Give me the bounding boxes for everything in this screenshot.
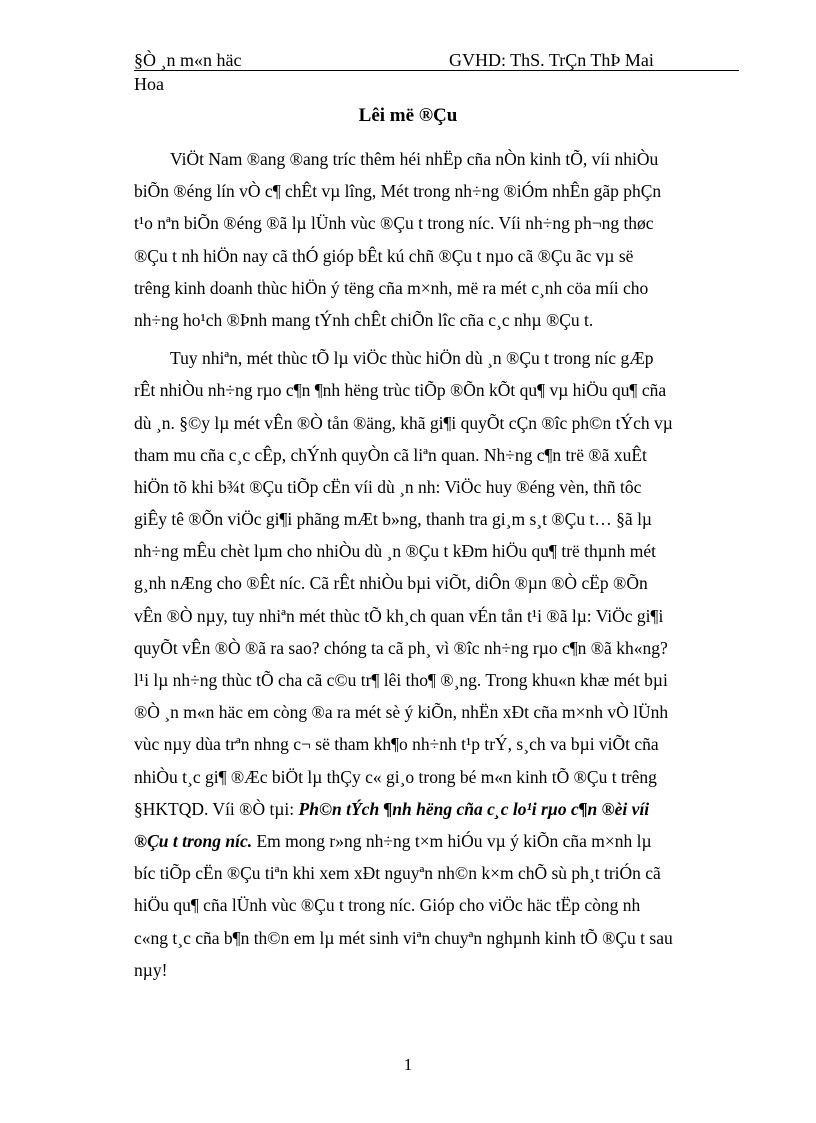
header-course-label: §Ò ¸n m«n häc: [134, 50, 242, 70]
paragraph-line: nµy!: [134, 959, 168, 980]
page-number: 1: [403, 1055, 413, 1074]
paragraph-line: nh÷ng mÊu chèt lµm cho nhiÒu dù ¸n ®Çu t kÐm hiÖu qu¶ trë thµnh mét: [134, 541, 656, 562]
paragraph-line: g¸nh nÆng cho ®Êt níc. Cã rÊt nhiÒu bµi viÕt, diÔn ®µn ®Ò cËp ®Õn: [134, 573, 648, 594]
paragraph-line-with-topic: [134, 825, 739, 857]
paragraph-line: rÊt nhiÒu nh÷ng rµo c¶n ¶nh hëng trùc tiÕp ®Õn kÕt qu¶ vµ hiÖu qu¶ cña: [134, 380, 667, 401]
paragraph-line: vùc nµy dùa trªn nhng c¬ së tham kh¶o nh÷nh t¹p trÝ, s¸ch va bµi viÕt cña: [134, 734, 659, 755]
topic-title: Ph©n tÝch ¶nh hëng cña c¸c lo¹i rµo c¶n ®èi víi: [298, 798, 650, 819]
paragraph-line: l¹i lµ nh÷ng thùc tÕ cha cã c©u tr¶ lêi tho¶ ®¸ng. Trong khu«n khæ mét bµi: [134, 670, 668, 690]
paragraph-line: Tuy nhiªn, mét thùc tÕ lµ viÖc thùc hiÖn dù ¸n ®Çu t trong níc gÆp: [170, 348, 654, 369]
paragraph-line: giÊy tê ®Õn viÖc gi¶i phãng mÆt b»ng, thanh tra gi¸m s¸t ®Çu t… §ã lµ: [134, 509, 653, 530]
paragraph-line: ViÖt Nam ®ang ®ang tríc thêm héi nhËp cña nÒn kinh tÕ, víi nhiÒu: [170, 149, 659, 169]
paragraph-line: vÊn ®Ò nµy, tuy nhiªn mét thùc tÕ kh¸ch quan vÉn tån t¹i ®ã lµ: ViÖc gi¶i: [134, 605, 664, 626]
paragraph-line-with-topic: [134, 793, 739, 825]
topic-intro-text: §HKTQD. Víi ®Ò tµi:: [134, 798, 299, 819]
paragraph-line: quyÕt vÊn ®Ò ®ã ra sao? chóng ta cã ph¸ vì ®îc nh÷ng rµo c¶n ®ã kh«ng?: [134, 637, 668, 658]
paragraph-line: tham mu cña c¸c cÊp, chÝnh quyÒn cã liªn quan. Nh÷ng c¶n trë ®ã xuÊt: [134, 444, 647, 465]
topic-title-continuation: ®Çu t trong níc.: [134, 830, 253, 851]
paragraph-line: nhiÒu t¸c gi¶ ®Æc biÖt lµ thÇy c« gi¸o trong bé m«n kinh tÕ ®Çu t trêng: [134, 766, 657, 787]
paragraph-line: dù ¸n. §©y lµ mét vÊn ®Ò tån ®äng, khã gi¶i quyÕt cÇn ®îc ph©n tÝch vµ: [134, 412, 673, 433]
paragraph-line: hiÖu qu¶ cña lÜnh vùc ®Çu t trong níc. Gióp cho viÖc häc tËp còng nh: [134, 895, 641, 916]
paragraph-line: ®Ò ¸n m«n häc em còng ®a ra mét sè ý kiÕn, nhËn xÐt cña m×nh vÒ lÜnh: [134, 702, 669, 723]
paragraph-line: ®Çu t nh hiÖn nay cã thÓ gióp bÊt kú chñ ®Çu t nµo cã ®Çu ãc vµ së: [134, 245, 634, 266]
paragraph-line: biÕn ®éng lín vÒ c¶ chÊt vµ lîng, Mét trong nh÷ng ®iÓm nhÊn gãp phÇn: [134, 181, 662, 202]
header-advisor-label: GVHD: ThS. TrÇn ThÞ Mai: [449, 50, 654, 70]
paragraph-line: bíc tiÕp cËn ®Çu tiªn khi xem xÐt nguyªn nh©n k×m chÕ sù ph¸t triÓn cã: [134, 863, 661, 884]
body-text: [134, 143, 739, 986]
topic-after-text: Em mong r»ng nh÷ng t×m hiÓu vµ ý kiÕn cña m×nh lµ: [252, 830, 652, 851]
page-title: Lêi më ®Çu: [358, 105, 458, 126]
paragraph-line: hiÖn tõ khi b¾t ®Çu tiÕp cËn víi dù ¸n nh: ViÖc huy ®éng vèn, thñ tôc: [134, 476, 642, 497]
header-advisor-continuation: Hoa: [134, 74, 164, 94]
header-divider: [134, 70, 739, 71]
paragraph-line: nh÷ng ho¹ch ®Þnh mang tÝnh chÊt chiÕn lîc cña c¸c nhµ ®Çu t.: [134, 309, 594, 330]
paragraph-line: t¹o nªn biÕn ®éng ®ã lµ lÜnh vùc ®Çu t trong níc. Víi nh÷ng ph¬ng thøc: [134, 213, 654, 234]
paragraph-line: trêng kinh doanh thùc hiÖn ý tëng cña m×nh, më ra mét c¸nh cöa míi cho: [134, 277, 649, 298]
paragraph-line: c«ng t¸c cña b¶n th©n em lµ mét sinh viªn chuyªn nghµnh kinh tÕ ®Çu t sau: [134, 927, 673, 948]
